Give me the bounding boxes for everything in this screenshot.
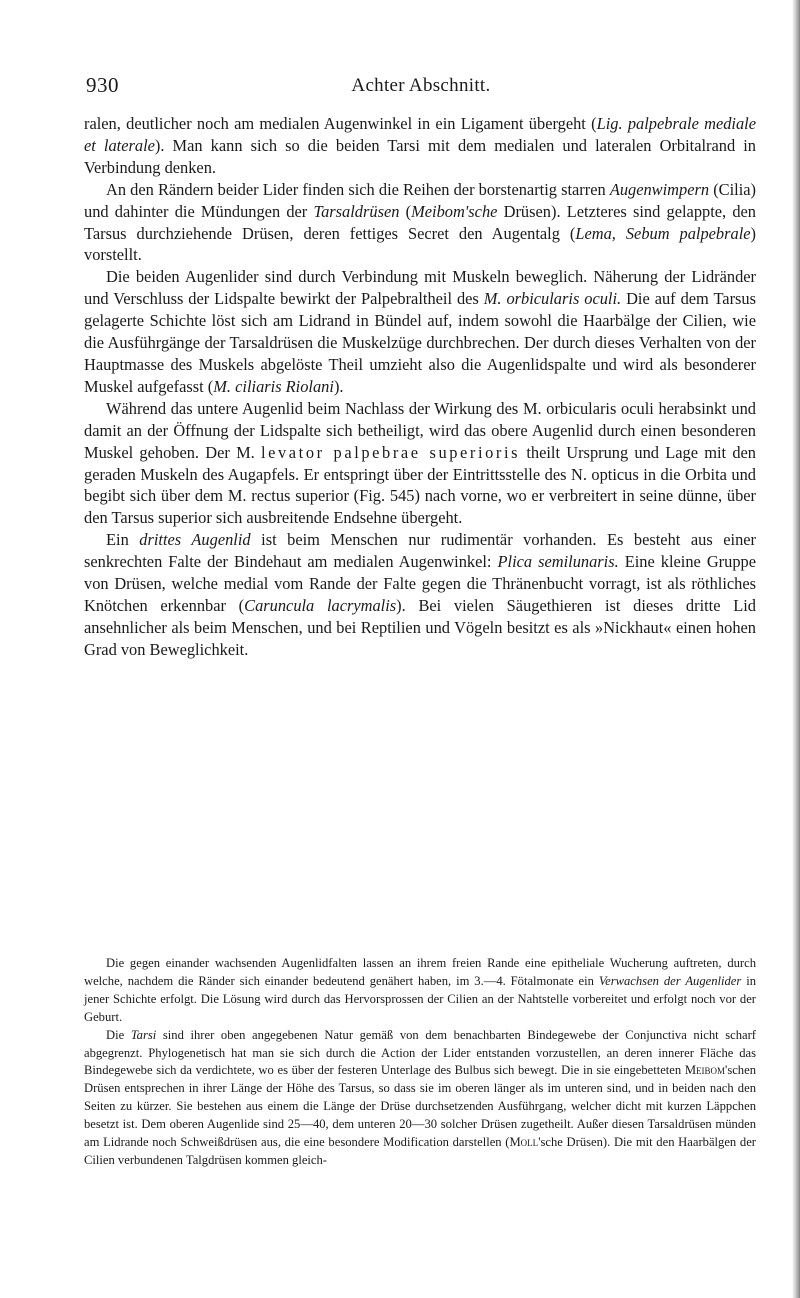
paragraph-5 — [84, 529, 756, 660]
text-run: Die auf dem Tarsus gelagerte Schichte löst sich am Lidrand in Bündel auf, indem sowohl die Haarbälge der Cilien, wie die Ausführgänge der Tarsaldrüsen die Muskelzüge durchbrechen. Der durch dieses Verhalten von der Hauptmasse des Muskels abgelöste Theil umzieht also die Augenlidspalte und wird als besonderer Muskel aufgefasst ( — [84, 289, 756, 396]
note-paragraph-2 — [84, 1027, 756, 1170]
italic-term: Lig. palpebrale mediale et laterale — [84, 114, 757, 155]
italic-term: Meibom'sche — [411, 201, 498, 221]
italic-term: Lema, Sebum palpebrale — [575, 223, 751, 243]
main-text — [84, 113, 756, 661]
text-run: ralen, deutlicher noch am medialen Augenwinkel in ein Ligament übergeht ( — [84, 114, 597, 133]
spaced-term: levator palpebrae superioris — [260, 442, 521, 462]
text-run: ist beim Menschen nur rudimentär vorhanden. Es besteht aus einer senkrechten Falte der Bindehaut am medialen Augenwinkel: — [84, 530, 757, 572]
text-run: Drüsen). Letzteres sind gelappte, den Tarsus durchziehende Drüsen, deren fettiges Secret den Augentalg ( — [84, 201, 757, 243]
text-run: sind ihrer oben angegebenen Natur gemäß von dem benachbarten Bindegewebe der Conjunctiva nicht scharf abgegrenzt. Phylogenetisch hat man sie sich durch die Action der Lider entstanden vorzustellen, an deren innerer Fläche das Bindegewebe sich da verdichtete, wo es über der festeren Unterlage des Bulbus sich bewegt. Die in sie eingebetteten — [84, 1027, 756, 1078]
paragraph-4 — [84, 398, 756, 529]
paragraph-3 — [84, 266, 756, 397]
text-run: 'schen Drüsen entsprechen in ihrer Länge der Höhe des Tarsus, so dass sie im oberen länger als im unteren sind, und in beiden nach den Seiten zu kürzer. Sie bestehen aus einem die Länge der Drüse durchsetzenden Ausführgang, welcher dicht mit kurzen Läppchen besetzt ist. Dem oberen Augenlide sind 25—40, dem unteren 20—30 solcher Drüsen zugetheilt. Außer diesen Tarsaldrüsen münden am Lidrande noch Schweißdrüsen aus, die eine besondere Modification darstellen ( — [84, 1063, 756, 1150]
text-run: Die beiden Augenlider sind durch Verbindung mit Muskeln beweglich. Näherung der Lidränder und Verschluss der Lidspalte bewirkt der Palpebraltheil des — [84, 267, 756, 309]
italic-term: Plica semilunaris. — [497, 552, 619, 572]
text-run: ). Bei vielen Säugethieren ist dieses dritte Lid ansehnlicher als beim Menschen, und bei Reptilien und Vögeln besitzt es als »Nickhaut« einen hohen Grad von Beweglichkeit. — [84, 595, 756, 659]
italic-term: Caruncula lacrymalis — [244, 595, 397, 615]
text-run: Eine kleine Gruppe von Drüsen, welche medial vom Rande der Falte gegen die Thränenbucht vorragt, ist als röthliches Knötchen erkennbar ( — [84, 552, 756, 615]
running-head — [86, 73, 756, 107]
italic-term: M. ciliaris Riolani — [213, 376, 334, 396]
italic-term: drittes Augenlid — [139, 530, 251, 550]
small-print-notes — [84, 955, 756, 1170]
italic-term: Verwachsen der Augenlider — [598, 973, 742, 988]
paragraph-1 — [84, 113, 756, 179]
note-paragraph-1 — [84, 955, 756, 1027]
italic-term: Augenwimpern — [609, 179, 710, 199]
paragraph-2 — [84, 179, 756, 267]
text-run: theilt Ursprung und Lage mit den geraden Muskeln des Augapfels. Er entspringt über der Eintrittsstelle des N. opticus in die Orbita und begibt sich über dem M. rectus superior (Fig. 545) nach vorne, wo er verbreitert in seine dünne, über den Tarsus superior sich ausbreitende Endsehne übergeht. — [84, 442, 756, 528]
text-run: in jener Schichte erfolgt. Die Lösung wird durch das Hervorsprossen der Cilien an der Nahtstelle vorbereitet und erfolgt noch vor der Geburt. — [84, 973, 756, 1024]
text-run: Ein — [106, 530, 140, 550]
italic-term: Tarsaldrüsen — [313, 201, 400, 221]
italic-term: Tarsi — [130, 1027, 157, 1042]
page-number: 930 — [86, 73, 119, 97]
text-run: ). Man kann sich so die beiden Tarsi mit dem medialen und lateralen Orbitalrand in Verbindung denken. — [84, 135, 756, 177]
text-run: ( — [399, 201, 412, 221]
text-run: ) vorstellt. — [84, 223, 756, 265]
text-run: 'sche Drüsen). Die mit den Haarbälgen der Cilien verbundenen Talgdrüsen kommen gleich- — [84, 1135, 756, 1167]
italic-term: M. orbicularis oculi. — [483, 289, 622, 309]
author-name: Moll — [509, 1135, 539, 1150]
text-run: (Cilia) und dahinter die Mündungen der — [84, 179, 756, 221]
text-run: Die — [106, 1027, 131, 1042]
text-run: Während das untere Augenlid beim Nachlass der Wirkung des M. orbicularis oculi herabsinkt und damit an der Öffnung der Lidspalte sich betheiligt, wird das obere Augenlid durch einen besonderen Muskel gehoben. Der M. — [84, 398, 756, 462]
text-run: Die gegen einander wachsenden Augenlidfalten lassen an ihrem freien Rande eine epitheliale Wucherung auftreten, durch welche, nachdem die Ränder sich einander bedeutend genähert haben, im 3.—4. Fötalmonate ein — [84, 956, 756, 988]
text-run: ). — [333, 376, 344, 396]
page-edge-shadow — [792, 0, 800, 1298]
running-title: Achter Abschnitt. — [351, 75, 491, 96]
text-run: An den Rändern beider Lider finden sich die Reihen der borstenartig starren — [106, 179, 610, 199]
author-name: Meibom — [684, 1063, 726, 1078]
